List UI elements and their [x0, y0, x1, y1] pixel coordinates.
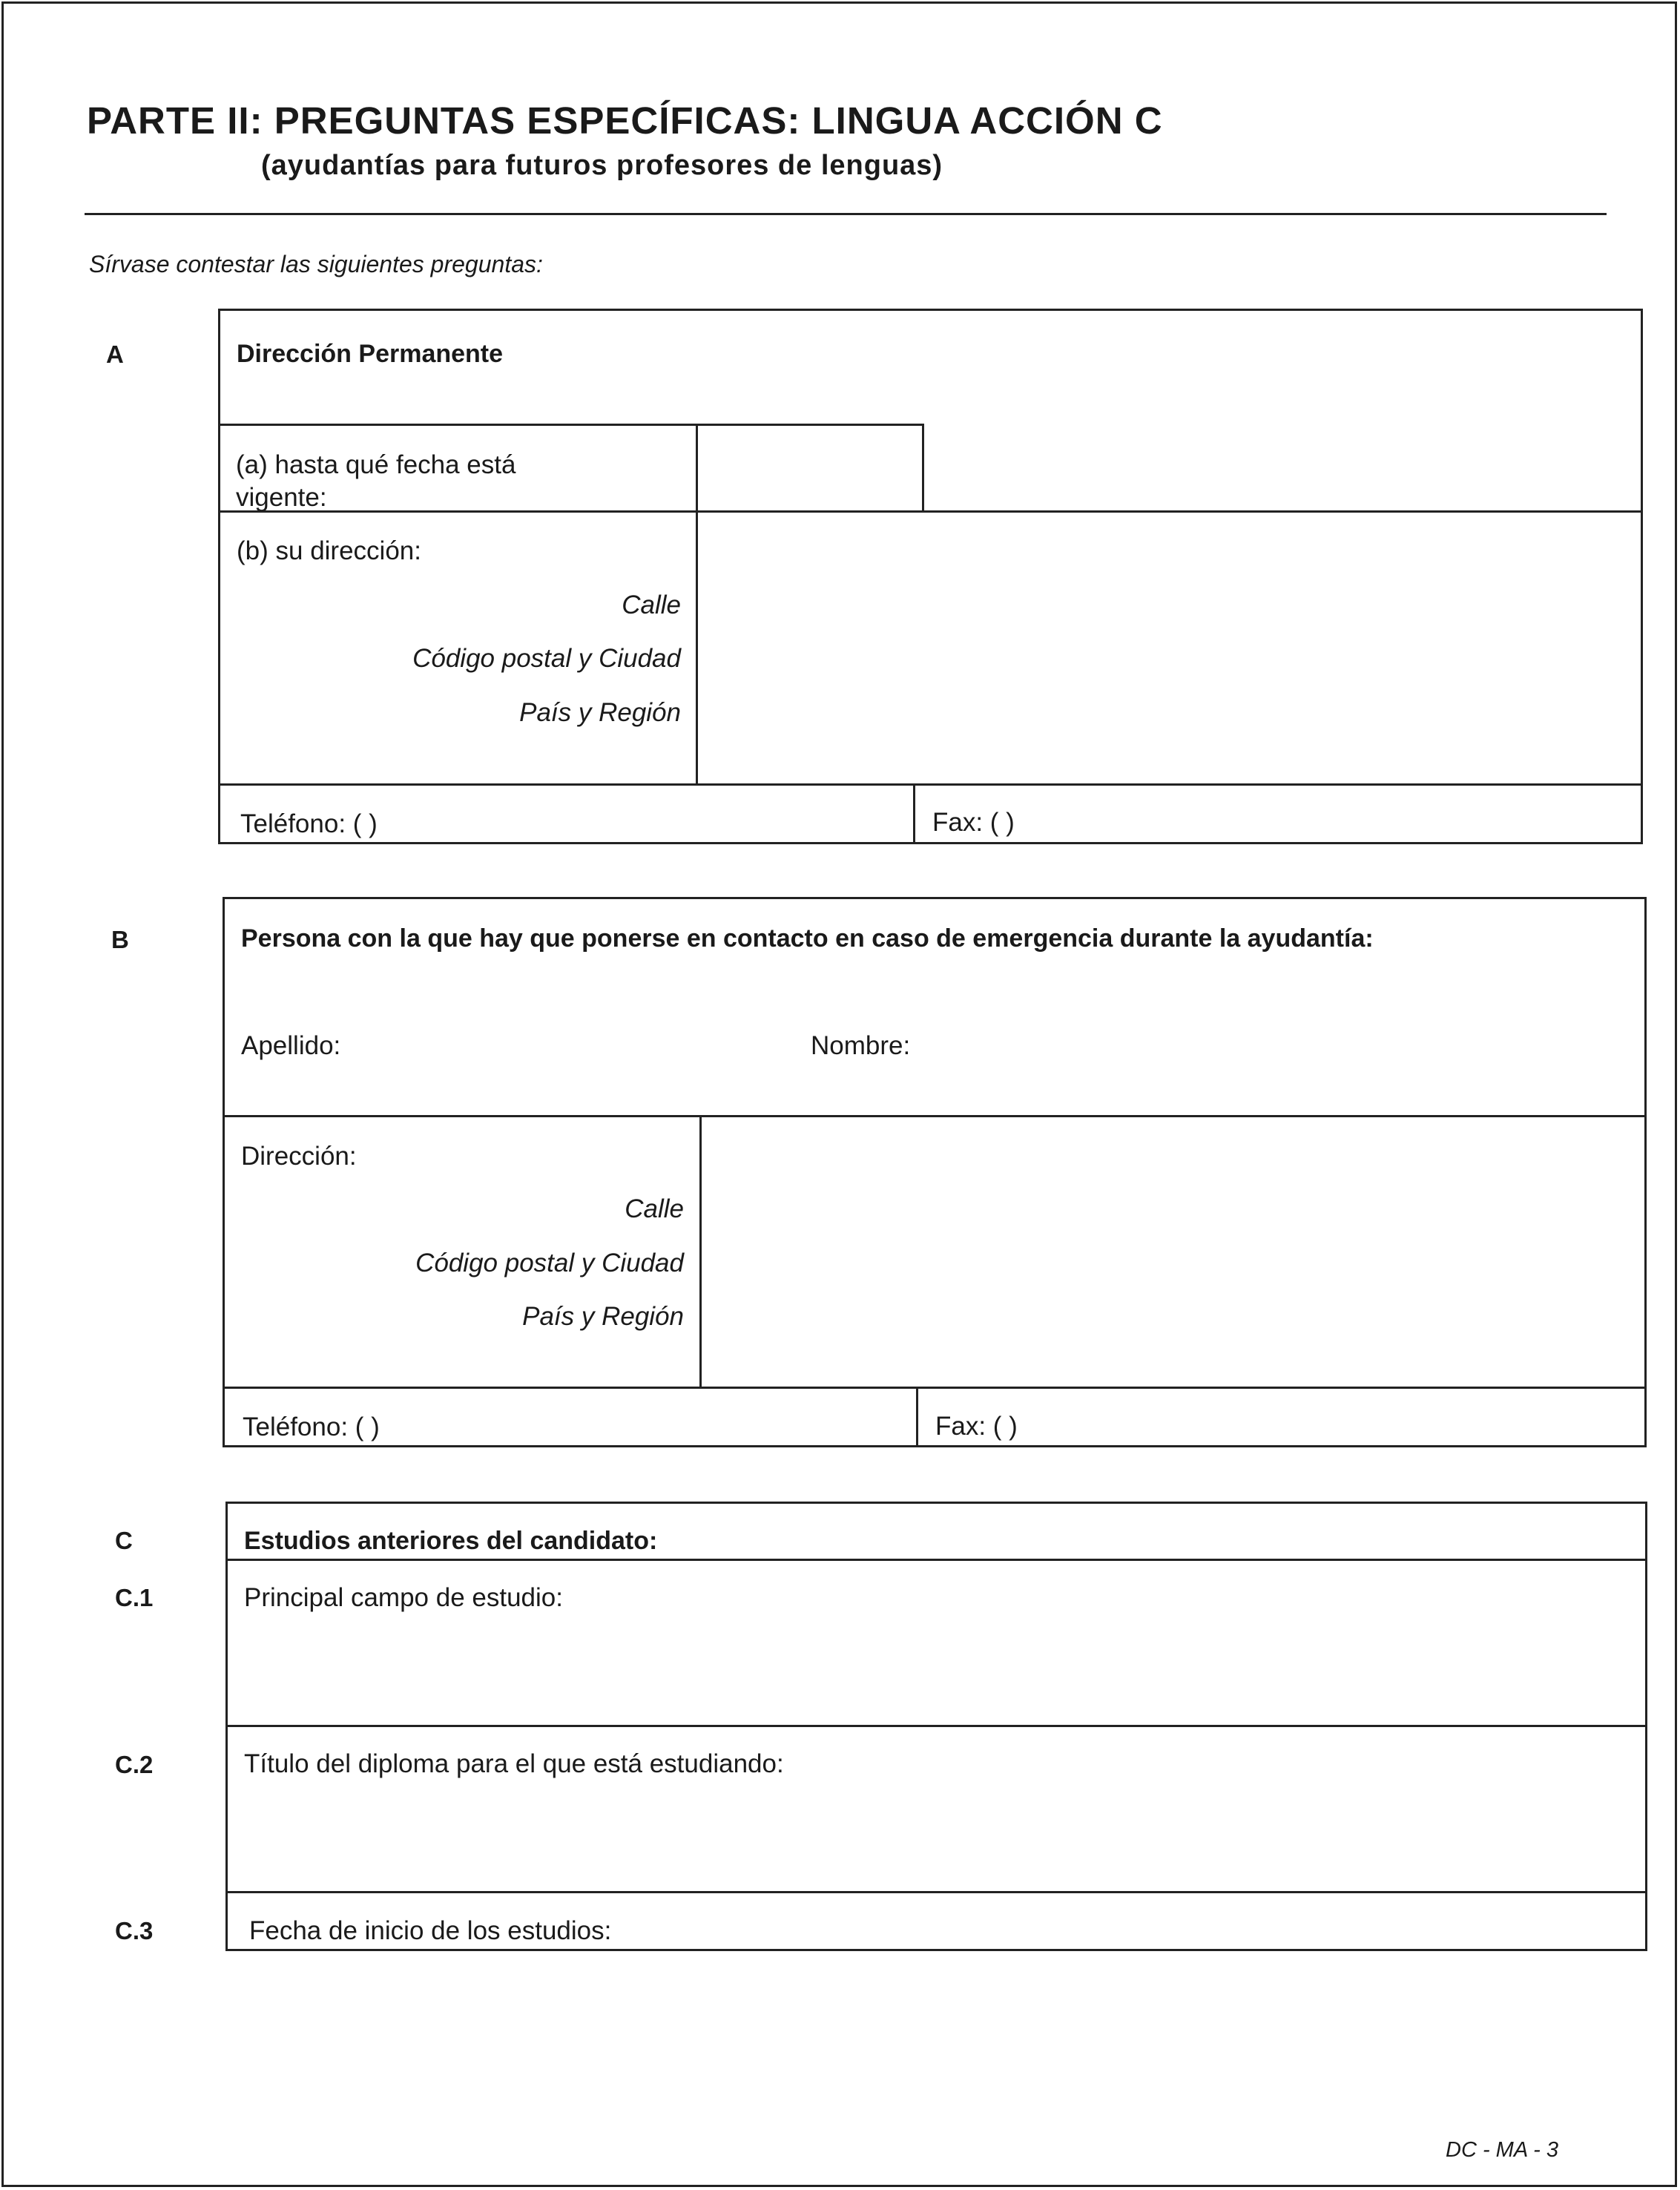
firstname-field[interactable]: Nombre: — [811, 1031, 911, 1060]
contact-address-label: Dirección: — [241, 1142, 357, 1171]
section-c-heading: Estudios anteriores del candidato: — [244, 1527, 658, 1555]
section-b-address-divider — [699, 1115, 702, 1388]
valid-until-field[interactable] — [699, 427, 920, 510]
contact-phone-field[interactable]: Teléfono: ( ) — [243, 1413, 380, 1441]
contact-fax-field[interactable]: Fax: ( ) — [935, 1412, 1018, 1441]
section-a-address-divider — [696, 510, 698, 785]
section-c-heading-divider — [225, 1559, 1647, 1561]
country-region-label: País y Región — [519, 698, 681, 727]
diploma-title-field[interactable]: Título del diploma para el que está estudiando: — [244, 1749, 784, 1778]
fax-field[interactable]: Fax: ( ) — [932, 808, 1015, 837]
section-a-phone-divider — [913, 783, 915, 844]
c1-number: C.1 — [115, 1584, 154, 1611]
section-b-phone-top — [223, 1387, 1647, 1389]
contact-country-region-label: País y Región — [522, 1302, 684, 1331]
studies-start-date-field[interactable]: Fecha de inicio de los estudios: — [249, 1916, 612, 1945]
valid-until-label: (a) hasta qué fecha está vigente: — [236, 450, 516, 512]
c3-number: C.3 — [115, 1917, 154, 1944]
c2-number: C.2 — [115, 1751, 154, 1778]
section-a-letter: A — [106, 341, 124, 368]
street-label: Calle — [622, 591, 681, 619]
section-c-letter: C — [115, 1527, 133, 1554]
address-label: (b) su dirección: — [237, 536, 421, 565]
document-code: DC - MA - 3 — [1446, 2138, 1558, 2162]
c2-divider — [225, 1891, 1647, 1893]
section-a-address-top — [218, 510, 1643, 513]
contact-street-label: Calle — [625, 1194, 684, 1223]
main-field-of-study-field[interactable]: Principal campo de estudio: — [244, 1583, 563, 1612]
section-b-heading: Persona con la que hay que ponerse en contacto en caso de emergencia durante la ayudantía: — [241, 924, 1374, 953]
contact-postal-city-label: Código postal y Ciudad — [415, 1249, 684, 1278]
address-field[interactable] — [700, 515, 1638, 782]
section-a-phone-top — [218, 783, 1643, 786]
page-title: PARTE II: PREGUNTAS ESPECÍFICAS: LINGUA ACCIÓN C — [87, 99, 1163, 142]
postal-city-label: Código postal y Ciudad — [412, 644, 681, 673]
section-a-cell-divider — [696, 424, 698, 513]
section-a-date-right — [922, 424, 924, 513]
instructions: Sírvase contestar las siguientes preguntas: — [89, 251, 543, 277]
section-a-row-divider — [218, 424, 924, 426]
phone-field[interactable]: Teléfono: ( ) — [240, 809, 378, 838]
surname-field[interactable]: Apellido: — [241, 1031, 341, 1060]
section-b-letter: B — [111, 926, 129, 953]
page-subtitle: (ayudantías para futuros profesores de lenguas) — [261, 150, 943, 181]
section-b-phone-divider — [916, 1387, 918, 1447]
section-b-address-top — [223, 1115, 1647, 1117]
title-divider — [85, 213, 1607, 215]
c1-divider — [225, 1725, 1647, 1727]
section-a-heading: Dirección Permanente — [237, 340, 504, 368]
contact-address-field[interactable] — [704, 1119, 1642, 1385]
